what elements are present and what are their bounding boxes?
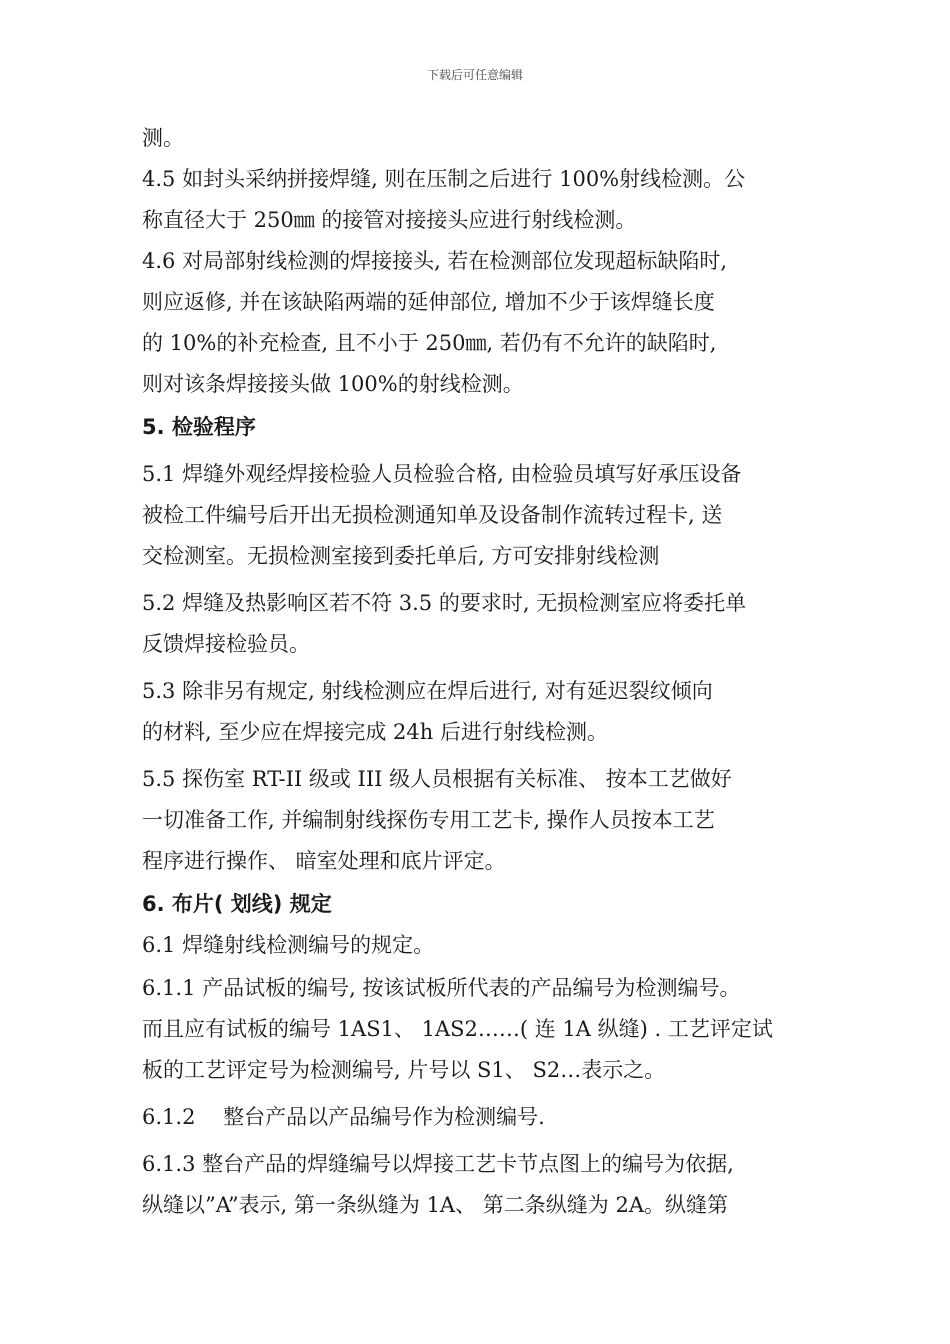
text-line: 则应返修, 并在该缺陷两端的延伸部位, 增加不少于该焊缝长度	[142, 290, 715, 314]
text-line: 5.1 焊缝外观经焊接检验人员检验合格, 由检验员填写好承压设备	[142, 462, 742, 486]
paragraph-4-6	[142, 241, 812, 405]
paragraph-6-1	[142, 925, 812, 966]
paragraph-5-1	[142, 454, 812, 577]
text-line: 5.2 焊缝及热影响区若不符 3.5 的要求时, 无损检测室应将委托单	[142, 591, 747, 615]
text-line: 4.6 对局部射线检测的焊接接头, 若在检测部位发现超标缺陷时,	[142, 249, 728, 273]
text-line: 6.1.2 整台产品以产品编号作为检测编号.	[142, 1105, 545, 1129]
document-body	[142, 118, 812, 1226]
text-line: 6.1 焊缝射线检测编号的规定。	[142, 933, 435, 957]
text-line: 反馈焊接检验员。	[142, 632, 310, 656]
text-line: 的材料, 至少应在焊接完成 24h 后进行射线检测。	[142, 720, 608, 744]
text-line: 板的工艺评定号为检测编号, 片号以 S1、 S2…表示之。	[142, 1058, 666, 1082]
paragraph-5-3	[142, 671, 812, 753]
text-line: 而且应有试板的编号 1AS1、 1AS2……( 连 1A 纵缝) . 工艺评定试	[142, 1017, 773, 1041]
text-line: 4.5 如封头采纳拼接焊缝, 则在压制之后进行 100%射线检测。公	[142, 167, 746, 191]
paragraph-6-1-3	[142, 1144, 812, 1226]
paragraph-5-5	[142, 759, 812, 882]
text-line: 纵缝以”A”表示, 第一条纵缝为 1A、 第二条纵缝为 2A。纵缝第	[142, 1193, 728, 1217]
text-line: 被检工件编号后开出无损检测通知单及设备制作流转过程卡, 送	[142, 503, 723, 527]
section-heading-6: 6. 布片( 划线) 规定	[142, 892, 332, 916]
text-line: 称直径大于 250㎜ 的接管对接接头应进行射线检测。	[142, 208, 637, 232]
paragraph-6-1-2	[142, 1097, 812, 1138]
paragraph-6-1-1	[142, 968, 812, 1091]
text-line: 测。	[142, 126, 184, 150]
header-note: 下载后可任意编辑	[426, 68, 523, 82]
paragraph-5-2	[142, 583, 812, 665]
paragraph-continuation	[142, 118, 812, 159]
text-line: 程序进行操作、 暗室处理和底片评定。	[142, 849, 506, 873]
text-line: 交检测室。无损检测室接到委托单后, 方可安排射线检测	[142, 544, 660, 568]
text-line: 5.3 除非另有规定, 射线检测应在焊后进行, 对有延迟裂纹倾向	[142, 679, 713, 703]
text-line: 则对该条焊接接头做 100%的射线检测。	[142, 372, 524, 396]
paragraph-4-5	[142, 159, 812, 241]
text-line: 6.1.3 整台产品的焊缝编号以焊接工艺卡节点图上的编号为依据,	[142, 1152, 734, 1176]
text-line: 6.1.1 产品试板的编号, 按该试板所代表的产品编号为检测编号。	[142, 976, 741, 1000]
text-line: 5.5 探伤室 RT-II 级或 III 级人员根据有关标准、 按本工艺做好	[142, 767, 732, 791]
text-line: 一切准备工作, 并编制射线探伤专用工艺卡, 操作人员按本工艺	[142, 808, 715, 832]
text-line: 的 10%的补充检查, 且不小于 250㎜, 若仍有不允许的缺陷时,	[142, 331, 717, 355]
section-heading-5: 5. 检验程序	[142, 415, 256, 439]
